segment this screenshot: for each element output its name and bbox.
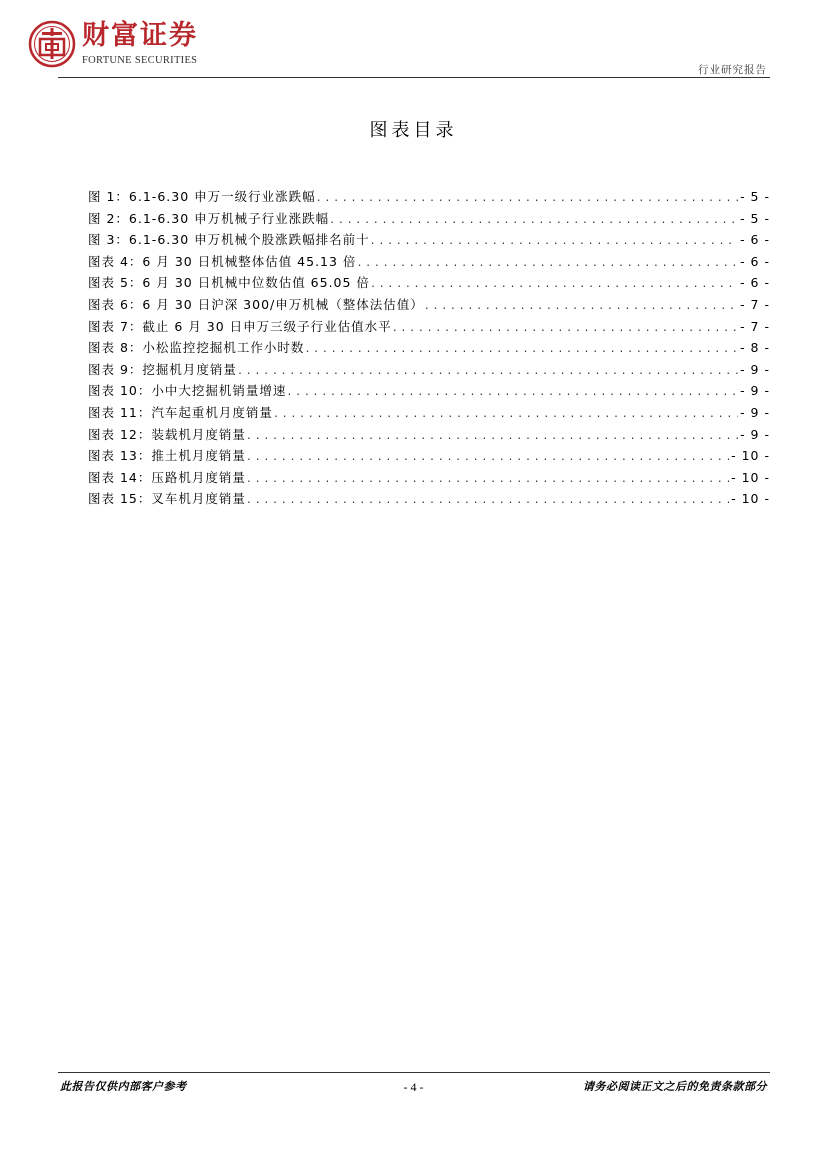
report-type: 行业研究报告 (698, 64, 767, 76)
toc-item-text: 图表 13：推土机月度销量 (88, 448, 246, 464)
toc-item-page: - 5 - (740, 210, 770, 226)
toc-list (88, 186, 770, 510)
toc-item-text: 图表 5：6 月 30 日机械中位数估值 65.05 倍 (88, 275, 370, 291)
toc-item[interactable] (88, 186, 770, 208)
toc-item[interactable] (88, 294, 770, 316)
toc-leader-dots (273, 404, 738, 426)
page-number: - 4 - (403, 1080, 424, 1094)
toc-item-text: 图表 14：压路机月度销量 (88, 469, 246, 485)
toc-item-page: - 6 - (740, 232, 770, 248)
toc-item-page: - 7 - (740, 296, 770, 312)
toc-item-page: - 10 - (731, 469, 770, 485)
toc-item[interactable] (88, 272, 770, 294)
toc-leader-dots (286, 382, 738, 404)
toc-item-text: 图表 10：小中大挖掘机销量增速 (88, 383, 287, 399)
page-header (0, 0, 827, 80)
brand-name-en: FORTUNE SECURITIES (82, 55, 198, 66)
toc-item-text: 图 3：6.1-6.30 申万机械个股涨跌幅排名前十 (88, 232, 370, 248)
toc-leader-dots (246, 469, 729, 491)
toc-leader-dots (370, 231, 738, 253)
toc-item[interactable] (88, 359, 770, 381)
toc-item-page: - 9 - (740, 383, 770, 399)
toc-leader-dots (246, 490, 729, 512)
toc-item[interactable] (88, 402, 770, 424)
toc-item-text: 图 2：6.1-6.30 申万机械子行业涨跌幅 (88, 210, 330, 226)
toc-item-text: 图表 6：6 月 30 日沪深 300/申万机械（整体法估值） (88, 296, 424, 312)
toc-item-page: - 6 - (740, 275, 770, 291)
toc-item[interactable] (88, 445, 770, 467)
toc-item[interactable] (88, 251, 770, 273)
toc-item[interactable] (88, 316, 770, 338)
toc-item-text: 图表 9：挖掘机月度销量 (88, 361, 237, 377)
toc-leader-dots (329, 210, 738, 232)
footer-divider (58, 1072, 770, 1073)
toc-item-text: 图表 12：装载机月度销量 (88, 426, 246, 442)
toc-item-page: - 7 - (740, 318, 770, 334)
fortune-securities-logo (28, 20, 76, 68)
toc-item[interactable] (88, 229, 770, 251)
toc-item-text: 图表 4：6 月 30 日机械整体估值 45.13 倍 (88, 253, 357, 269)
toc-item-page: - 10 - (731, 491, 770, 507)
toc-leader-dots (424, 296, 738, 318)
toc-item[interactable] (88, 488, 770, 510)
header-divider (58, 77, 770, 78)
brand-name-cn: 财富证券 (82, 20, 198, 51)
toc-item-page: - 10 - (731, 448, 770, 464)
footer-disclaimer-right: 请务必阅读正文之后的免责条款部分 (583, 1080, 767, 1093)
toc-leader-dots (237, 361, 738, 383)
toc-item-text: 图表 15：叉车机月度销量 (88, 491, 246, 507)
toc-leader-dots (246, 426, 738, 448)
toc-item-page: - 5 - (740, 189, 770, 204)
toc-item[interactable] (88, 380, 770, 402)
toc-leader-dots (392, 318, 738, 340)
toc-item-page: - 9 - (740, 361, 770, 377)
toc-item[interactable] (88, 208, 770, 230)
toc-item-text: 图 1：6.1-6.30 申万一级行业涨跌幅 (88, 189, 316, 204)
footer-disclaimer-left: 此报告仅供内部客户参考 (60, 1080, 187, 1093)
toc-leader-dots (370, 274, 738, 296)
toc-item-page: - 9 - (740, 426, 770, 442)
toc-item[interactable] (88, 337, 770, 359)
toc-item[interactable] (88, 424, 770, 446)
toc-item-page: - 8 - (740, 340, 770, 356)
toc-leader-dots (356, 253, 738, 275)
toc-leader-dots (316, 188, 738, 210)
toc-item[interactable] (88, 467, 770, 489)
toc-item-page: - 9 - (740, 404, 770, 420)
toc-item-text: 图表 7：截止 6 月 30 日申万三级子行业估值水平 (88, 318, 392, 334)
toc-title: 图表目录 (369, 120, 458, 141)
toc-item-text: 图表 8：小松监控挖掘机工作小时数 (88, 340, 305, 356)
toc-leader-dots (246, 447, 729, 469)
toc-leader-dots (304, 339, 738, 361)
toc-item-text: 图表 11：汽车起重机月度销量 (88, 404, 273, 420)
toc-item-page: - 6 - (740, 253, 770, 269)
